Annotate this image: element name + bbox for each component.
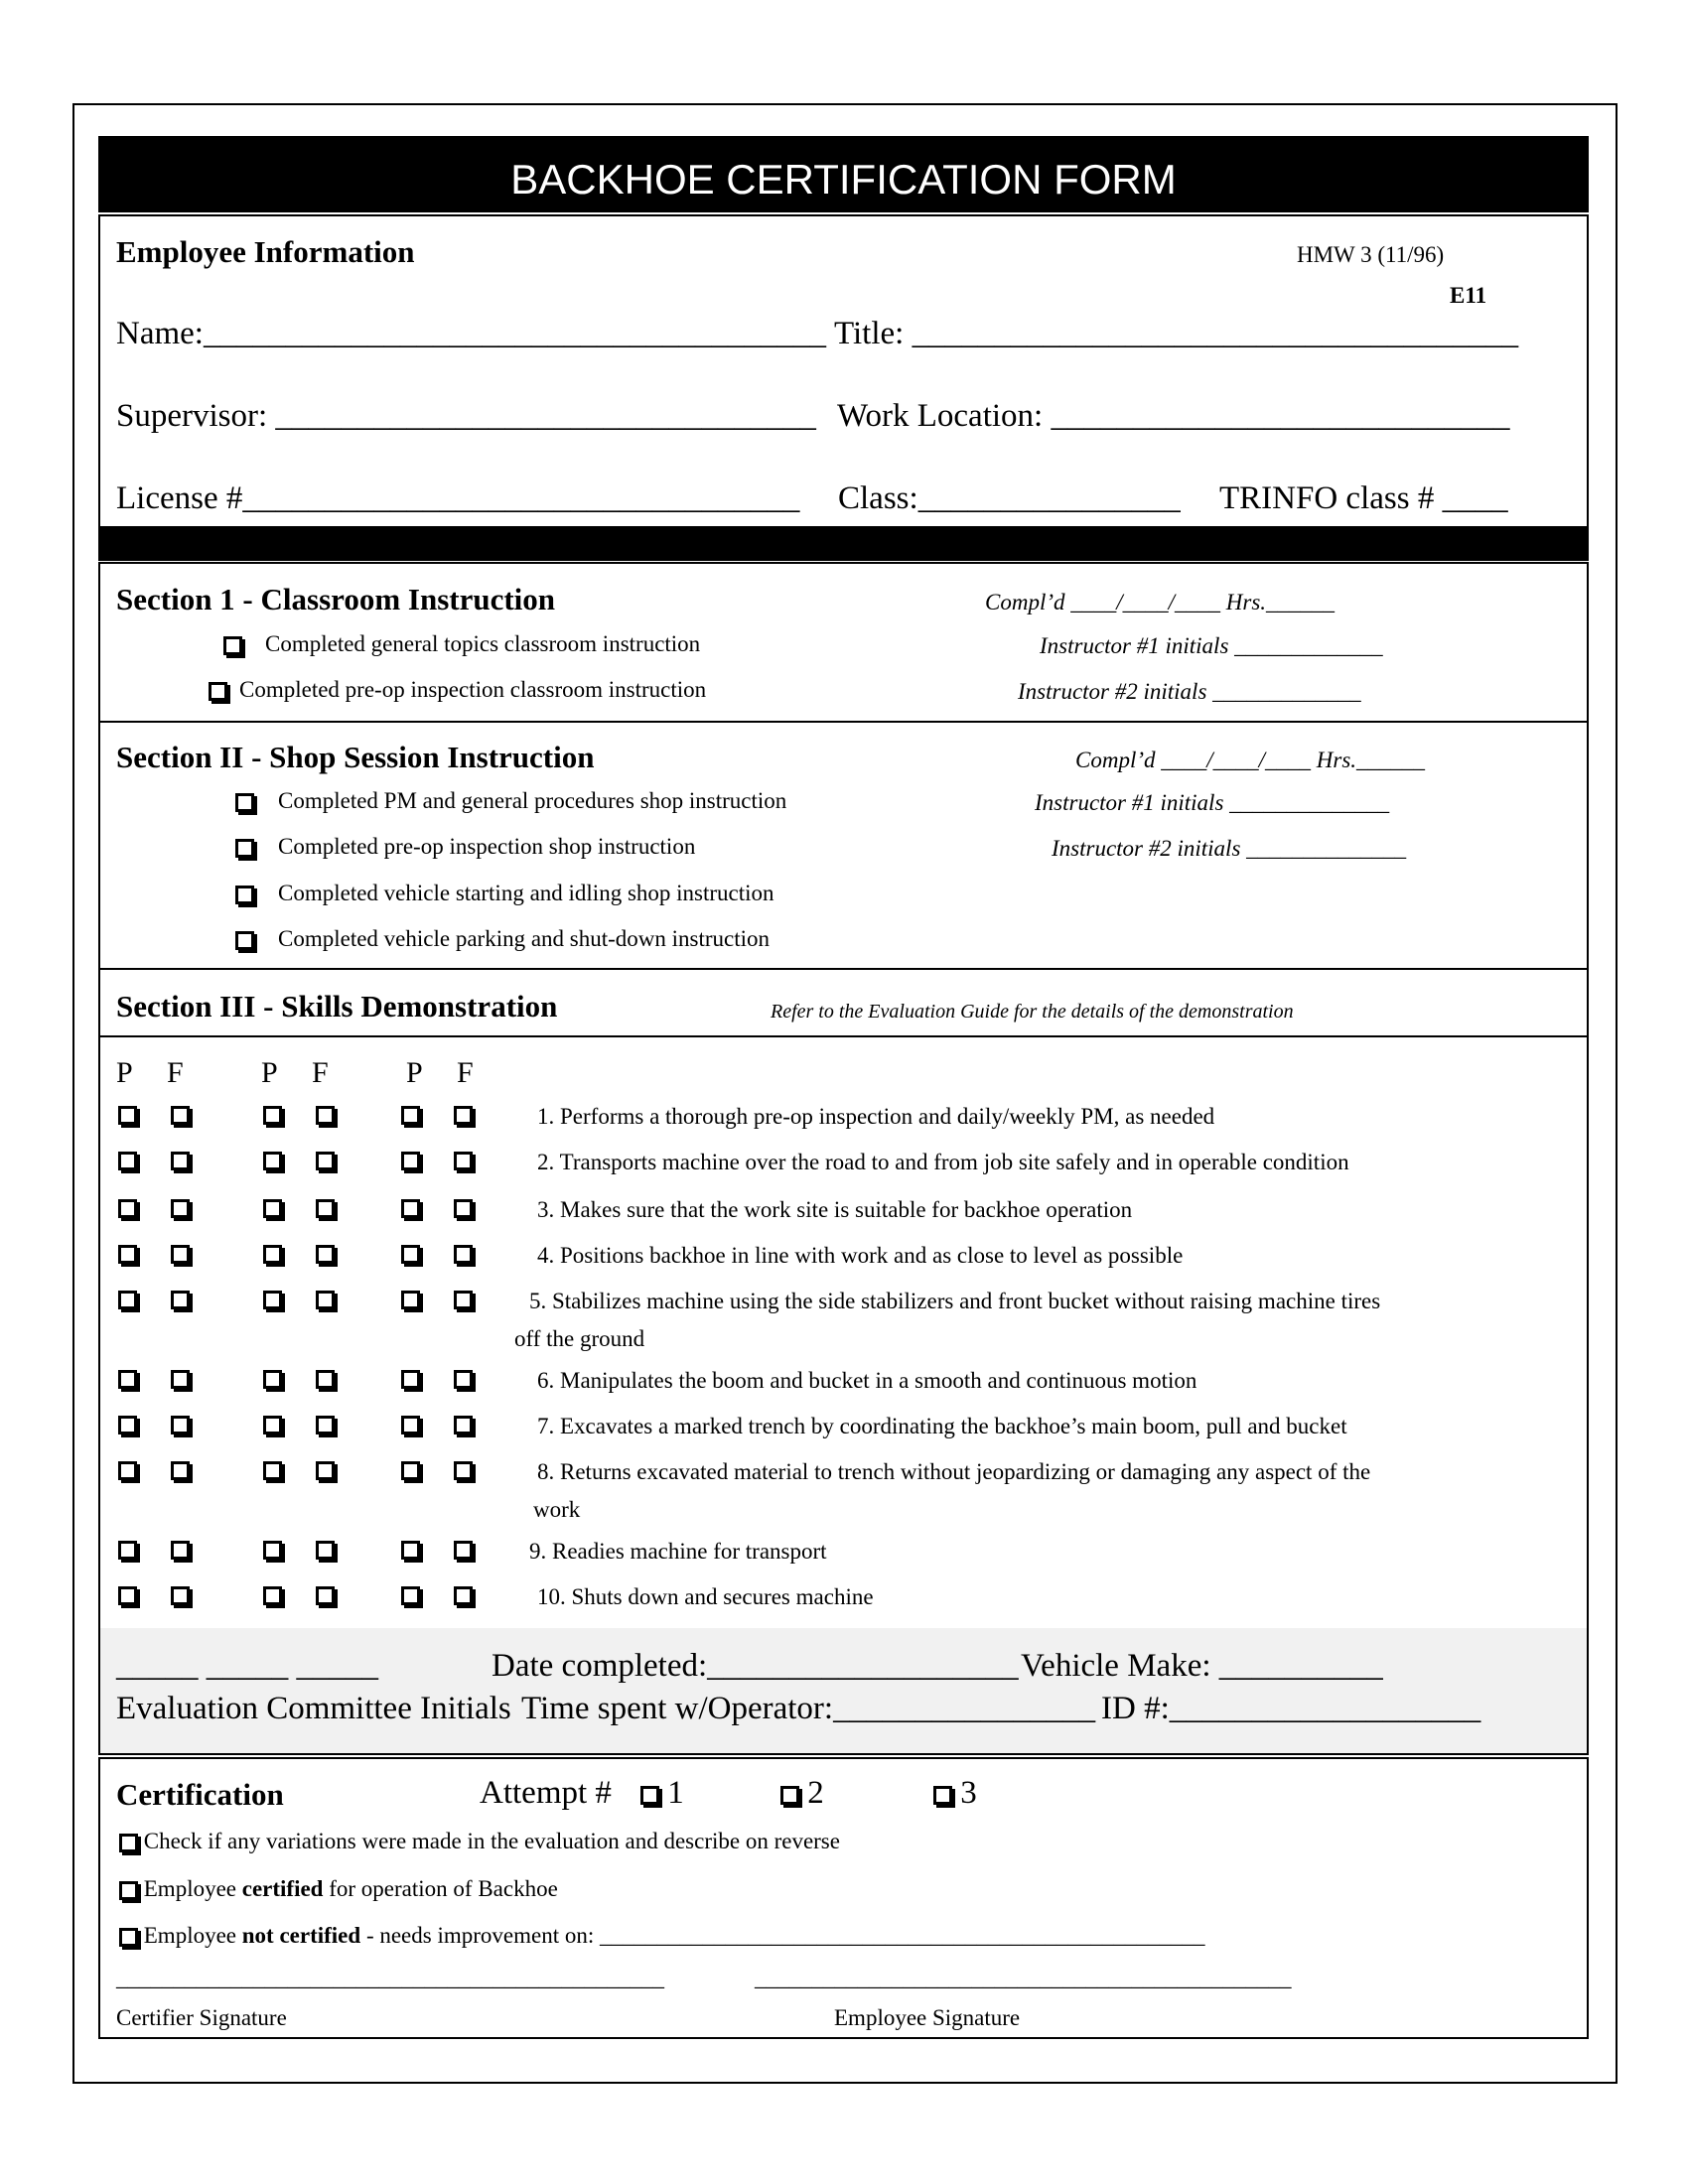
- form-id: E11: [1450, 283, 1487, 308]
- section-1-item[interactable]: [209, 677, 706, 703]
- not-certified-option[interactable]: [119, 1923, 1205, 1949]
- pass-checkbox-icon[interactable]: [263, 1416, 282, 1434]
- pass-checkbox-icon[interactable]: [401, 1586, 420, 1605]
- section-1-item[interactable]: [223, 631, 700, 657]
- attempt-option[interactable]: [640, 1775, 684, 1812]
- column-f-2: F: [312, 1056, 329, 1089]
- employee-info-heading: Employee Information: [116, 234, 415, 269]
- skill-item: 2. Transports machine over the road to and from job site safely and in operable condition: [537, 1150, 1349, 1174]
- pass-checkbox-icon[interactable]: [401, 1199, 420, 1218]
- fail-checkbox-icon[interactable]: [171, 1541, 190, 1560]
- fail-checkbox-icon[interactable]: [316, 1461, 335, 1480]
- pass-checkbox-icon[interactable]: [401, 1461, 420, 1480]
- section-3-note: Refer to the Evaluation Guide for the details of the demonstration: [771, 1001, 1294, 1023]
- certifier-signature-line[interactable]: ________________________________________________: [116, 1966, 664, 1990]
- pass-checkbox-icon[interactable]: [263, 1370, 282, 1389]
- section-1-completed[interactable]: Compl’d ____/____/____ Hrs.______: [985, 590, 1336, 614]
- column-f-3: F: [457, 1056, 474, 1089]
- license-line: __________________________________: [242, 480, 800, 516]
- fail-checkbox-icon[interactable]: [171, 1245, 190, 1264]
- fail-checkbox-icon[interactable]: [454, 1291, 473, 1309]
- pass-checkbox-icon[interactable]: [401, 1416, 420, 1434]
- pass-checkbox-icon[interactable]: [118, 1245, 137, 1264]
- fail-checkbox-icon[interactable]: [454, 1370, 473, 1389]
- attempt-label: Attempt #: [480, 1775, 612, 1811]
- section-2-heading: Section II - Shop Session Instruction: [116, 740, 595, 774]
- trinfo-line: ____: [1442, 480, 1508, 516]
- certified-option[interactable]: [119, 1876, 558, 1902]
- title-label: Title:: [834, 316, 905, 351]
- form-title: BACKHOE CERTIFICATION FORM: [98, 136, 1589, 212]
- section-2-instructor-1[interactable]: Instructor #1 initials ______________: [1035, 790, 1390, 815]
- skill-item: 5. Stabilizes machine using the side stabilizers and front bucket without raising machine tires: [529, 1289, 1381, 1313]
- skill-item-continuation: work: [533, 1497, 581, 1522]
- class-label: Class:: [838, 480, 918, 516]
- section-2-item-label: Completed vehicle starting and idling shop instruction: [278, 881, 774, 905]
- pass-checkbox-icon[interactable]: [401, 1106, 420, 1125]
- skill-item: 6. Manipulates the boom and bucket in a smooth and continuous motion: [537, 1368, 1197, 1393]
- pass-checkbox-icon[interactable]: [118, 1586, 137, 1605]
- checkbox-icon[interactable]: [223, 636, 242, 655]
- supervisor-line: _________________________________: [275, 398, 816, 434]
- fail-checkbox-icon[interactable]: [454, 1586, 473, 1605]
- pass-checkbox-icon[interactable]: [118, 1106, 137, 1125]
- checkbox-icon[interactable]: [209, 682, 227, 701]
- fail-checkbox-icon[interactable]: [454, 1106, 473, 1125]
- skill-item-continuation: off the ground: [514, 1326, 645, 1351]
- skill-item: 3. Makes sure that the work site is suitable for backhoe operation: [537, 1197, 1133, 1222]
- section-2-completed[interactable]: Compl’d ____/____/____ Hrs.______: [1075, 748, 1426, 772]
- pass-checkbox-icon[interactable]: [118, 1370, 137, 1389]
- pass-checkbox-icon[interactable]: [263, 1245, 282, 1264]
- fail-checkbox-icon[interactable]: [171, 1106, 190, 1125]
- section-2-item-label: Completed PM and general procedures shop instruction: [278, 788, 787, 813]
- work-location-field[interactable]: [837, 398, 1509, 435]
- attempt-option-label: 2: [807, 1775, 824, 1811]
- skill-item: 7. Excavates a marked trench by coordinating the backhoe’s main boom, pull and bucket: [537, 1414, 1347, 1438]
- fail-checkbox-icon[interactable]: [316, 1291, 335, 1309]
- fail-checkbox-icon[interactable]: [316, 1416, 335, 1434]
- trinfo-label: TRINFO class #: [1219, 480, 1435, 516]
- checkbox-icon[interactable]: [640, 1786, 659, 1805]
- section-1-instructor-2[interactable]: Instructor #2 initials _____________: [1018, 679, 1361, 704]
- skill-item: 1. Performs a thorough pre-op inspection and daily/weekly PM, as needed: [537, 1104, 1215, 1129]
- section-1-heading: Section 1 - Classroom Instruction: [116, 582, 556, 616]
- checkbox-icon[interactable]: [119, 1881, 138, 1900]
- fail-checkbox-icon[interactable]: [454, 1245, 473, 1264]
- attempt-option-label: 1: [667, 1775, 684, 1811]
- column-p-3: P: [406, 1056, 423, 1089]
- checkbox-icon[interactable]: [235, 839, 254, 858]
- attempt-option[interactable]: [780, 1775, 824, 1812]
- pass-checkbox-icon[interactable]: [263, 1199, 282, 1218]
- initials-label: Evaluation Committee Initials: [116, 1691, 511, 1726]
- fail-checkbox-icon[interactable]: [454, 1416, 473, 1434]
- fail-checkbox-icon[interactable]: [171, 1199, 190, 1218]
- pass-checkbox-icon[interactable]: [401, 1245, 420, 1264]
- form-code: HMW 3 (11/96): [1297, 242, 1445, 267]
- work-location-label: Work Location:: [837, 398, 1044, 434]
- fail-checkbox-icon[interactable]: [316, 1245, 335, 1264]
- name-field[interactable]: [116, 316, 826, 352]
- supervisor-label: Supervisor:: [116, 398, 268, 434]
- pass-checkbox-icon[interactable]: [118, 1541, 137, 1560]
- pass-checkbox-icon[interactable]: [263, 1152, 282, 1170]
- section-1-item-label: Completed general topics classroom instruction: [265, 631, 701, 656]
- pass-checkbox-icon[interactable]: [263, 1461, 282, 1480]
- section-2-item-label: Completed pre-op inspection shop instruction: [278, 834, 696, 859]
- section-2-item[interactable]: [235, 926, 770, 952]
- checkbox-icon[interactable]: [119, 1928, 138, 1947]
- pass-checkbox-icon[interactable]: [118, 1199, 137, 1218]
- certified-label-pre: Employee: [143, 1876, 242, 1901]
- employee-signature-line[interactable]: _______________________________________________: [755, 1966, 1292, 1990]
- not-certified-label-post: - needs improvement on: _____________________________________________________: [360, 1923, 1205, 1948]
- license-label: License #: [116, 480, 243, 516]
- checkbox-icon[interactable]: [780, 1786, 799, 1805]
- column-p-2: P: [261, 1056, 278, 1089]
- certification-heading: Certification: [116, 1777, 284, 1812]
- divider-bar: [98, 527, 1589, 561]
- class-line: ________________: [917, 480, 1181, 516]
- not-certified-label-bold: not certified: [241, 1923, 361, 1948]
- skill-item: 4. Positions backhoe in line with work and as close to level as possible: [537, 1243, 1184, 1268]
- section-2-instructor-2[interactable]: Instructor #2 initials ______________: [1052, 836, 1407, 861]
- skill-item: 10. Shuts down and secures machine: [537, 1584, 874, 1609]
- fail-checkbox-icon[interactable]: [454, 1461, 473, 1480]
- pass-checkbox-icon[interactable]: [118, 1461, 137, 1480]
- initials-blanks[interactable]: _____ _____ _____: [116, 1648, 378, 1684]
- pass-checkbox-icon[interactable]: [118, 1416, 137, 1434]
- fail-checkbox-icon[interactable]: [171, 1291, 190, 1309]
- certifier-signature-label: Certifier Signature: [116, 2005, 287, 2030]
- license-field[interactable]: [116, 480, 799, 517]
- column-f-1: F: [167, 1056, 184, 1089]
- title-field[interactable]: [834, 316, 1518, 352]
- vehicle-make-field[interactable]: Vehicle Make: __________: [1021, 1648, 1383, 1684]
- section-2-item-label: Completed vehicle parking and shut-down instruction: [278, 926, 771, 951]
- checkbox-icon[interactable]: [235, 886, 254, 904]
- checkbox-icon[interactable]: [933, 1786, 952, 1805]
- fail-checkbox-icon[interactable]: [316, 1199, 335, 1218]
- fail-checkbox-icon[interactable]: [316, 1541, 335, 1560]
- attempt-option[interactable]: [933, 1775, 977, 1812]
- checkbox-icon[interactable]: [235, 793, 254, 812]
- pass-checkbox-icon[interactable]: [263, 1106, 282, 1125]
- section-2-item[interactable]: [235, 788, 786, 814]
- pass-checkbox-icon[interactable]: [263, 1586, 282, 1605]
- time-spent-field[interactable]: Time spent w/Operator:________________: [521, 1691, 1096, 1726]
- fail-checkbox-icon[interactable]: [171, 1461, 190, 1480]
- attempt-option-label: 3: [960, 1775, 977, 1811]
- fail-checkbox-icon[interactable]: [171, 1586, 190, 1605]
- fail-checkbox-icon[interactable]: [454, 1541, 473, 1560]
- name-line: ______________________________________: [203, 316, 826, 351]
- certified-label-post: for operation of Backhoe: [323, 1876, 558, 1901]
- employee-signature-label: Employee Signature: [834, 2005, 1021, 2030]
- fail-checkbox-icon[interactable]: [171, 1370, 190, 1389]
- section-2-item[interactable]: [235, 834, 695, 860]
- pass-checkbox-icon[interactable]: [118, 1152, 137, 1170]
- variations-label: Check if any variations were made in the evaluation and describe on reverse: [143, 1829, 840, 1853]
- pass-checkbox-icon[interactable]: [401, 1152, 420, 1170]
- fail-checkbox-icon[interactable]: [171, 1416, 190, 1434]
- fail-checkbox-icon[interactable]: [316, 1106, 335, 1125]
- pass-checkbox-icon[interactable]: [401, 1541, 420, 1560]
- section-3-heading: Section III - Skills Demonstration: [116, 989, 558, 1024]
- skill-item: 9. Readies machine for transport: [529, 1539, 827, 1564]
- pass-checkbox-icon[interactable]: [401, 1370, 420, 1389]
- column-p-1: P: [116, 1056, 133, 1089]
- variations-option[interactable]: [119, 1829, 840, 1854]
- class-field[interactable]: [838, 480, 1181, 517]
- fail-checkbox-icon[interactable]: [316, 1370, 335, 1389]
- work-location-line: ____________________________: [1051, 398, 1510, 434]
- fail-checkbox-icon[interactable]: [316, 1152, 335, 1170]
- pass-checkbox-icon[interactable]: [263, 1541, 282, 1560]
- supervisor-field[interactable]: [116, 398, 816, 435]
- skill-item: 8. Returns excavated material to trench without jeopardizing or damaging any aspect of the: [537, 1459, 1371, 1484]
- fail-checkbox-icon[interactable]: [171, 1152, 190, 1170]
- pass-checkbox-icon[interactable]: [118, 1291, 137, 1309]
- checkbox-icon[interactable]: [235, 931, 254, 950]
- trinfo-field[interactable]: [1219, 480, 1508, 517]
- fail-checkbox-icon[interactable]: [454, 1199, 473, 1218]
- section-1-instructor-1[interactable]: Instructor #1 initials _____________: [1040, 633, 1383, 658]
- title-line: _____________________________________: [912, 316, 1519, 351]
- pass-checkbox-icon[interactable]: [263, 1291, 282, 1309]
- section-1-item-label: Completed pre-op inspection classroom instruction: [239, 677, 707, 702]
- fail-checkbox-icon[interactable]: [316, 1586, 335, 1605]
- id-field[interactable]: ID #:___________________: [1101, 1691, 1481, 1726]
- name-label: Name:: [116, 316, 204, 351]
- checkbox-icon[interactable]: [119, 1834, 138, 1852]
- fail-checkbox-icon[interactable]: [454, 1152, 473, 1170]
- date-completed-field[interactable]: Date completed:___________________: [492, 1648, 1019, 1684]
- not-certified-label-pre: Employee: [143, 1923, 242, 1948]
- pass-checkbox-icon[interactable]: [401, 1291, 420, 1309]
- section-2-item[interactable]: [235, 881, 774, 906]
- certified-label-bold: certified: [241, 1876, 324, 1901]
